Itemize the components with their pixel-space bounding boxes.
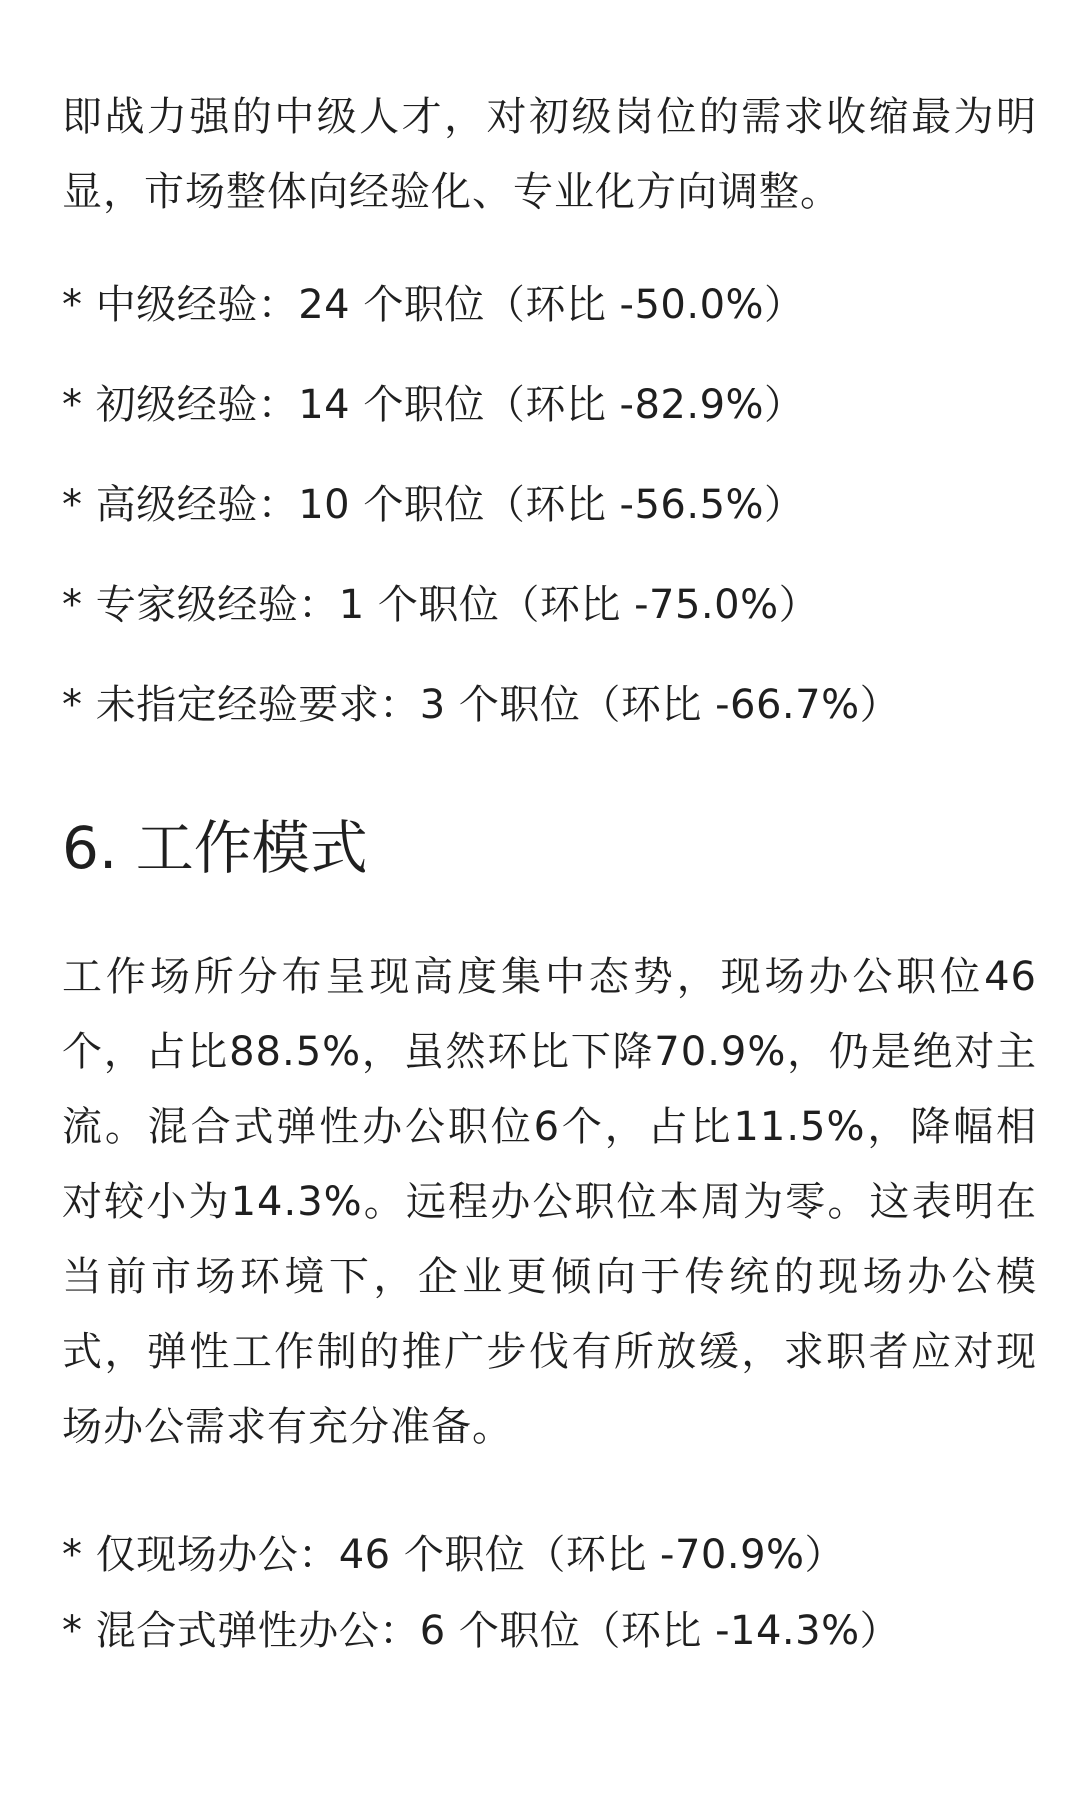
work-mode-paragraph: 工作场所分布呈现高度集中态势，现场办公职位46个，占比88.5%，虽然环比下降70.9%，仍是绝对主流。混合式弹性办公职位6个，占比11.5%，降幅相对较小为14.3%。远程办公职位本周为零。这表明在当前市场环境下，企业更倾向于传统的现场办公模式，弹性工作制的推广步伐有所放缓，求职者应对现场办公需求有充分准备。	[62, 954, 1037, 1450]
list-item: * 混合式弹性办公：6 个职位（环比 -14.3%）	[62, 1608, 901, 1654]
section-heading: 6. 工作模式	[62, 813, 368, 882]
list-item: * 仅现场办公：46 个职位（环比 -70.9%）	[62, 1532, 846, 1578]
list-item: * 初级经验：14 个职位（环比 -82.9%）	[62, 382, 805, 428]
experience-list	[62, 255, 1037, 755]
list-item: * 未指定经验要求：3 个职位（环比 -66.7%）	[62, 682, 901, 728]
list-item: * 专家级经验：1 个职位（环比 -75.0%）	[62, 582, 820, 628]
list-item: * 高级经验：10 个职位（环比 -56.5%）	[62, 482, 805, 528]
work-mode-list	[62, 1517, 1037, 1669]
intro-paragraph: 即战力强的中级人才，对初级岗位的需求收缩最为明显，市场整体向经验化、专业化方向调整。	[62, 94, 1037, 215]
document-body	[62, 0, 1037, 1669]
list-item: * 中级经验：24 个职位（环比 -50.0%）	[62, 282, 805, 328]
